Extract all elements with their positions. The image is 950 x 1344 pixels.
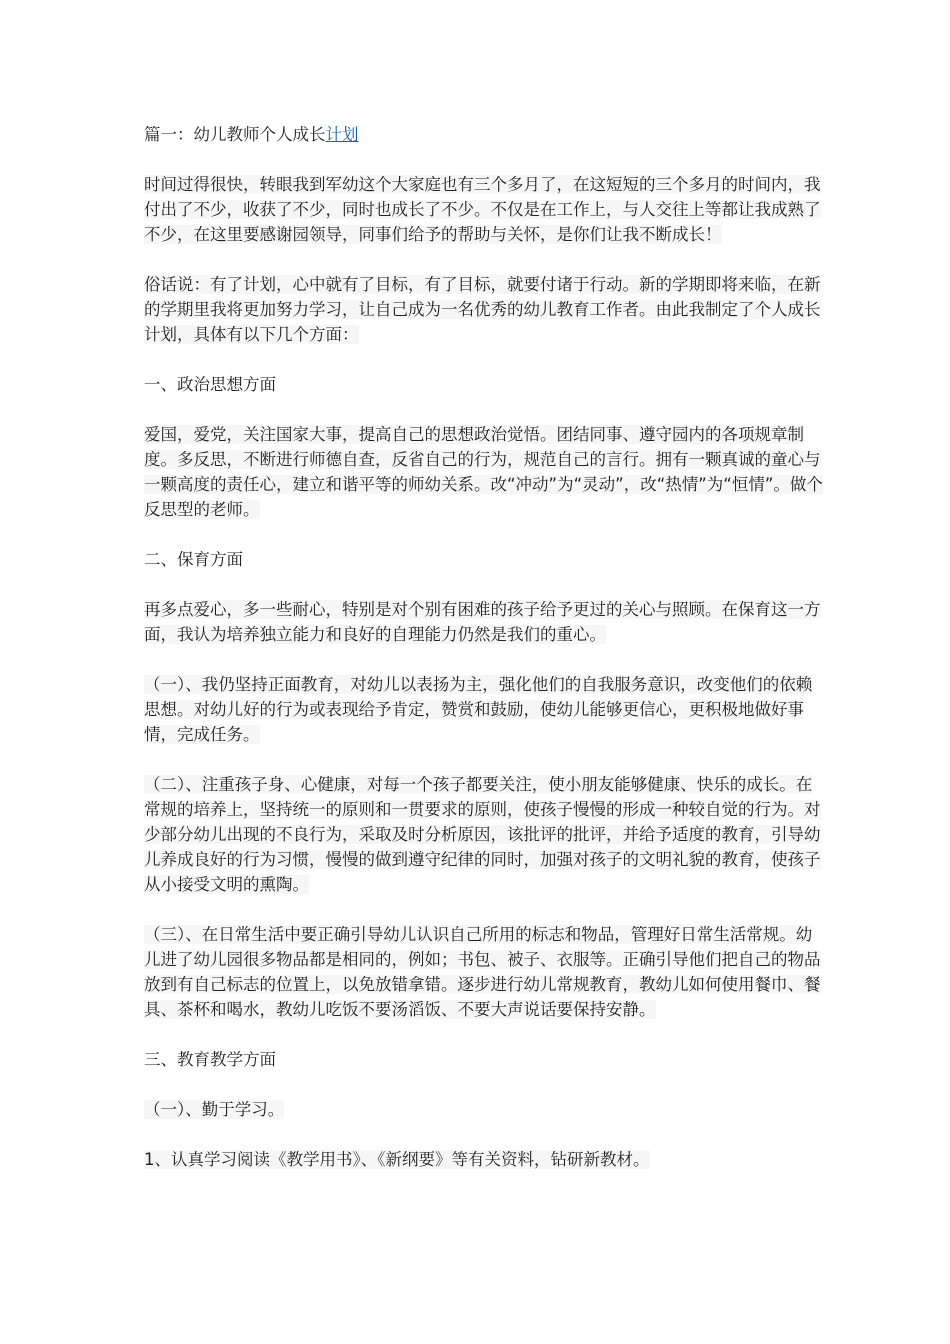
paragraph-care-1: （一）、我仍坚持正面教育，对幼儿以表扬为主，强化他们的自我服务意识，改变他们的依赖思想。对幼儿好的行为或表现给予肯定，赞赏和鼓励，使幼儿能够更信心，更积极地做好事情，完成任务。 bbox=[144, 675, 813, 744]
subheading-study: （一）、勤于学习。 bbox=[144, 1100, 285, 1119]
paragraph-politics: 爱国，爱党，关注国家大事，提高自己的思想政治觉悟。团结同事、遵守园内的各项规章制度。多反思，不断进行师德自查，反省自己的行为，规范自己的言行。拥有一颗真诚的童心与一颗高度的责任心，建立和谐平等的师幼关系。改“冲动”为“灵动”，改“热情”为“恒情”。做个反思型的老师。 bbox=[144, 425, 823, 519]
paragraph-care-2: （二）、注重孩子身、心健康，对每一个孩子都要关注，使小朋友能够健康、快乐的成长。在常规的培养上，坚持统一的原则和一贯要求的原则，使孩子慢慢的形成一种较自觉的行为。对少部分幼儿出现的不良行为，采取及时分析原因，该批评的批评，并给予适度的教育，引导幼儿养成良好的行为习惯，慢慢的做到遵守纪律的同时，加强对孩子的文明礼貌的教育，使孩子从小接受文明的熏陶。 bbox=[144, 775, 821, 894]
paragraph-care: 再多点爱心，多一些耐心，特别是对个别有困难的孩子给予更过的关心与照顾。在保育这一方面，我认为培养独立能力和良好的自理能力仍然是我们的重心。 bbox=[144, 600, 821, 644]
paragraph-intro: 时间过得很快，转眼我到军幼这个大家庭也有三个多月了，在这短短的三个多月的时间内，我付出了不少，收获了不少，同时也成长了不少。不仅是在工作上，与人交往上等都让我成熟了不少，在这里要感谢园领导，同事们给予的帮助与关怀，是你们让我不断成长！ bbox=[144, 175, 821, 244]
title-prefix: 篇一：幼儿教师个人成长 bbox=[144, 125, 326, 144]
section-heading-care: 二、保育方面 bbox=[144, 550, 243, 569]
title-link[interactable]: 计划 bbox=[325, 125, 359, 144]
section-heading-teaching: 三、教育教学方面 bbox=[144, 1050, 276, 1069]
paragraph-plan: 俗话说：有了计划，心中就有了目标，有了目标，就要付诸于行动。新的学期即将来临，在新的学期里我将更加努力学习，让自己成为一名优秀的幼儿教育工作者。由此我制定了个人成长计划，具体有以下几个方面： bbox=[144, 275, 821, 344]
paragraph-care-3: （三）、在日常生活中要正确引导幼儿认识自己所用的标志和物品，管理好日常生活常规。幼儿进了幼儿园很多物品都是相同的，例如；书包、被子、衣服等。正确引导他们把自己的物品放到有自己标志的位置上，以免放错拿错。逐步进行幼儿常规教育，教幼儿如何使用餐巾、餐具、茶杯和喝水，教幼儿吃饭不要汤滔饭、不要大声说话要保持安静。 bbox=[144, 925, 821, 1019]
document-title bbox=[144, 122, 824, 147]
list-item-1: 1、认真学习阅读《教学用书》、《新纲要》等有关资料，钻研新教材。 bbox=[144, 1150, 650, 1169]
document-body bbox=[144, 122, 824, 1197]
section-heading-politics: 一、政治思想方面 bbox=[144, 375, 276, 394]
